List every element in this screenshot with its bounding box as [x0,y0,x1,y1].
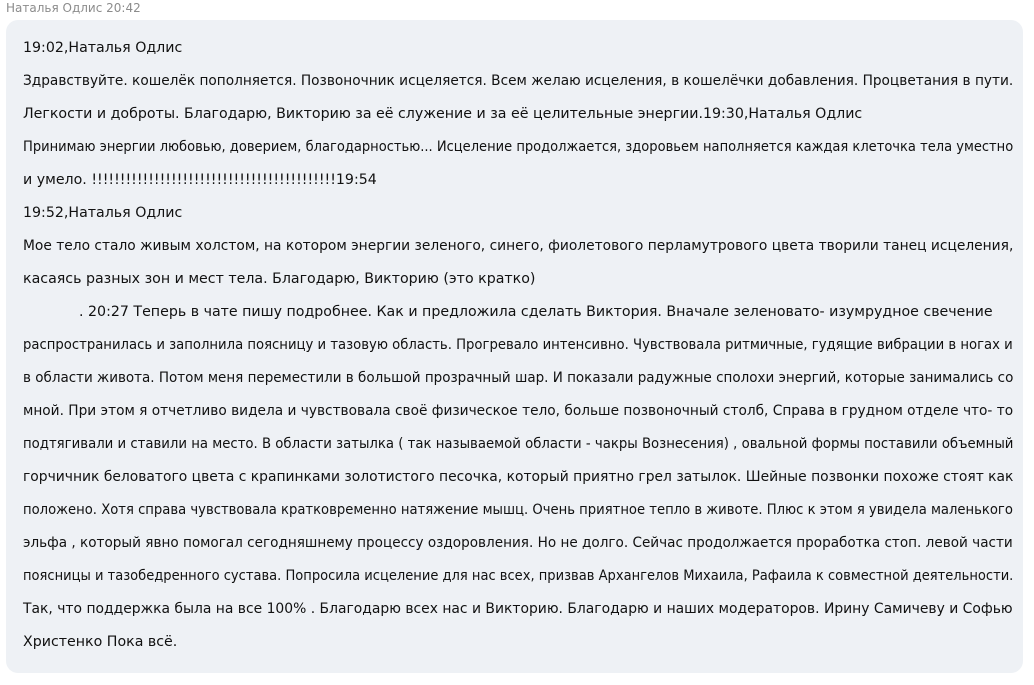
message-line: Здравствуйте. кошелёк пополняется. Позвоночник исцеляется. Всем желаю исцеления, в кошелёчки добавления. Процветания в пути. [23,73,1014,89]
message-line: эльфа , который явно помогал сегодняшнему процессу оздоровления. Но не долго. Сейчас продолжается проработка стоп. левой части [23,535,1013,551]
message-line-indented [23,296,1011,329]
message-bubble [6,20,1023,673]
message-header [6,1,141,15]
message-line: Легкости и доброты. Благодарю, Викторию за её служение и за её целительные энергии.19:30,Наталья Одлис [23,106,863,122]
message-line: поясницы и тазобедренного сустава. Попросила исцеление для нас всех, призвав Архангелов Михаила, Рафаила к совместной деятельности. [23,568,1014,584]
message-line: и умело. !!!!!!!!!!!!!!!!!!!!!!!!!!!!!!!!!!!!!!!!!!!19:54 [23,172,377,188]
message-line: Христенко Пока всё. [23,634,178,650]
message-line: горчичник беловатого цвета с крапинками золотистого песочка, который приятно грел затылок. Шейные позвонки похоже стоят как [23,469,1014,485]
message-line: Мое тело стало живым холстом, на котором энергии зеленого, синего, фиолетового перламутрового цвета творили танец исцеления, [23,238,1014,254]
message-line: подтягивали и ставили на место. В области затылка ( так называемой области - чакры Вознесения) , овальной формы поставили объемный [23,436,1014,452]
message-line: мной. При этом я отчетливо видела и чувствовала своё физическое тело, больше позвоночный столб, Справа в грудном отделе что- то [23,403,1014,419]
message-line: Так, что поддержка была на все 100% . Благодарю всех нас и Викторию. Благодарю и наших модераторов. Ирину Самичеву и Софью [23,601,1013,617]
message-line: положено. Хотя справа чувствовала кратковременно натяжение мышц. Очень приятное тепло в животе. Плюс к этом я увидела маленького [23,502,1013,518]
message-text [23,32,1014,659]
message-line: в области живота. Потом меня переместили в большой прозрачный шар. И показали радужные сполохи энергий, которые занимались со [23,370,1014,386]
message-line: касаясь разных зон и мест тела. Благодарю, Викторию (это кратко) [23,271,536,287]
message-line: Принимаю энергии любовью, доверием, благодарностью... Исцеление продолжается, здоровьем наполняется каждая клеточка тела уместно [23,139,1014,155]
message-line: распространилась и заполнила поясницу и тазовую область. Прогревало интенсивно. Чувствовала ритмичные, гудящие вибрации в ногах и [23,337,1013,353]
message-line: 19:52,Наталья Одлис [23,205,183,221]
message-author[interactable]: Наталья Одлис [6,1,103,15]
message-line: 19:02,Наталья Одлис [23,40,183,56]
message-line: . 20:27 Теперь в чате пишу подробнее. Как и предложила сделать Виктория. Вначале зеленовато- изумрудное свечение [79,304,993,320]
message-time: 20:42 [106,1,141,15]
